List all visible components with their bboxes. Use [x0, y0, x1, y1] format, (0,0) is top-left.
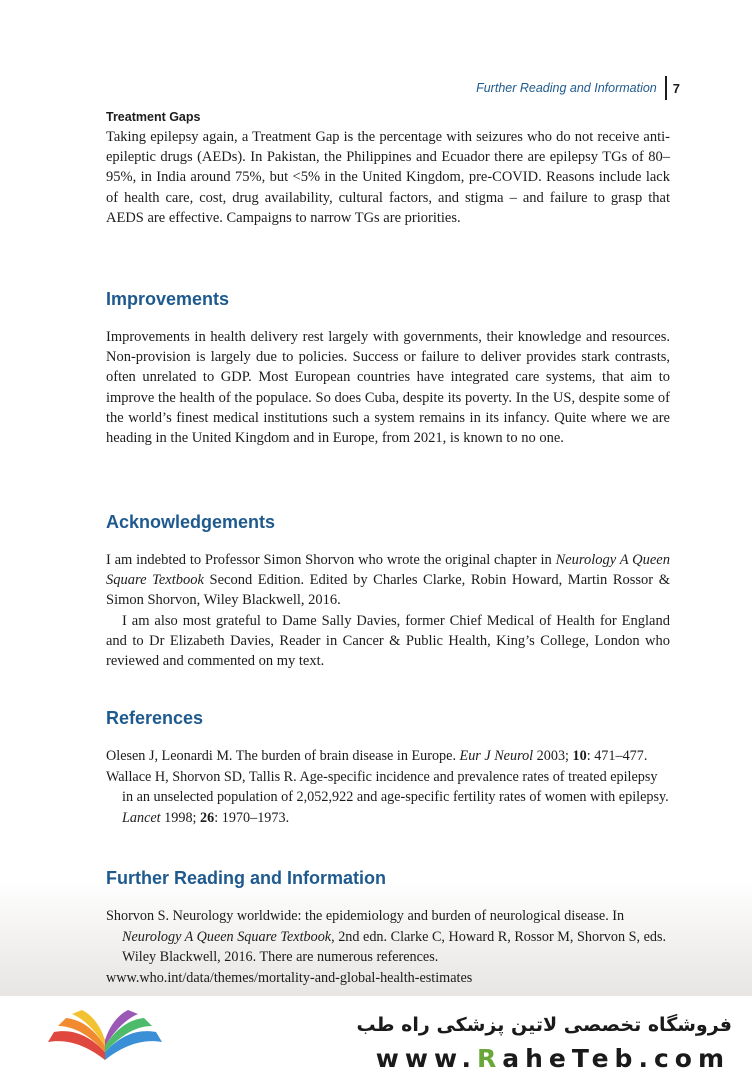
open-book-rainbow-icon	[40, 1008, 170, 1068]
acknowledgements-paragraph-2: I am also most grateful to Dame Sally Davies, former Chief Medical of Health for England and to Dr Elizabeth Davies, Reader in Cancer & Public Health, King’s College, London who reviewed and commented on my text.	[106, 612, 670, 670]
references-heading: References	[106, 708, 204, 728]
fr1-text-before: Shorvon S. Neurology worldwide: the epidemiology and burden of neurological disease. In	[106, 908, 625, 924]
ref1-text: Olesen J, Leonardi M. The burden of brain disease in Europe.	[106, 748, 460, 764]
further-reading-item-1	[106, 906, 670, 968]
improvements-heading: Improvements	[106, 289, 230, 309]
reference-1	[106, 746, 670, 767]
ref2-volume: 26	[200, 809, 215, 826]
ref2-pages: : 1970–1973.	[214, 809, 290, 826]
watermark-footer	[0, 996, 752, 1079]
improvements-section	[106, 289, 670, 448]
further-reading-section	[106, 868, 670, 988]
ref1-year: 2003;	[533, 748, 573, 764]
site-accent-letter: R	[476, 1044, 503, 1073]
treatment-gaps-section	[106, 110, 670, 228]
store-website	[376, 1044, 730, 1073]
acknowledgements-section	[106, 512, 670, 671]
store-name-persian: فروشگاه تخصصی لاتین پزشکی راه طب	[356, 1014, 732, 1036]
ref1-pages: : 471–477.	[586, 748, 648, 764]
ref2-journal: Lancet	[122, 809, 161, 826]
site-suffix: aheTeb.com	[502, 1044, 730, 1073]
running-head	[476, 76, 680, 100]
ref1-journal: Eur J Neurol	[459, 748, 534, 764]
improvements-text: Improvements in health delivery rest largely with governments, their knowledge and resources. Non-provision is largely due to policies. Success or failure to deliver provides stark contrasts, often unrelated to GDP. Most European countries have integrated care systems, that aim to improve the health of the populace. So does Cuba, despite its poverty. In the US, despite some of the world’s finest medical institutions such a system remains in its infancy. Quite where we are heading in the United Kingdom and in Europe, from 2021, is known to no one.	[106, 329, 670, 447]
ref2-text: Wallace H, Shorvon SD, Tallis R. Age-specific incidence and prevalence rates of treated epilepsy in an unselected population of 2,052,922 and age-specific fertility rates of women with epilepsy.	[106, 768, 669, 806]
fr1-text-after: , 2nd edn. Clarke C, Howard R, Rossor M, Shorvon S, eds. Wiley Blackwell, 2016. There are numerous references.	[122, 928, 667, 966]
ack-book-title: Neurology A Queen Square Textbook	[106, 552, 670, 589]
further-reading-item-2: www.who.int/data/themes/mortality-and-global-health-estimates	[106, 969, 473, 986]
acknowledgements-paragraph-1	[106, 550, 670, 611]
ack-text-before: I am indebted to Professor Simon Shorvon who wrote the original chapter in	[106, 552, 556, 568]
ack-text-after: Second Edition. Edited by Charles Clarke, Robin Howard, Martin Rossor & Simon Shorvon, Wiley Blackwell, 2016.	[106, 572, 670, 609]
reference-2	[106, 767, 670, 829]
page-number: 7	[672, 80, 680, 96]
ref2-year: 1998;	[160, 809, 201, 826]
treatment-gaps-text: Taking epilepsy again, a Treatment Gap is the percentage with seizures who do not receive anti-epileptic drugs (AEDs). In Pakistan, the Philippines and Ecuador there are epilepsy TGs of 80–95%, in India around 75%, but <5% in the United Kingdom, pre-COVID. Reasons include lack of health care, cost, drug availability, cultural factors, and stigma – and failure to grasp that AEDS are effective. Campaigns to narrow TGs are priorities.	[106, 129, 670, 226]
fr1-book-title: Neurology A Queen Square Textbook	[122, 928, 332, 945]
ref1-volume: 10	[572, 748, 587, 764]
running-head-divider	[665, 76, 667, 100]
references-section	[106, 708, 670, 828]
site-prefix: www.	[375, 1044, 477, 1073]
running-head-title: Further Reading and Information	[476, 81, 657, 95]
treatment-gaps-heading: Treatment Gaps	[106, 110, 201, 124]
further-reading-heading: Further Reading and Information	[106, 868, 387, 888]
acknowledgements-heading: Acknowledgements	[106, 512, 276, 532]
